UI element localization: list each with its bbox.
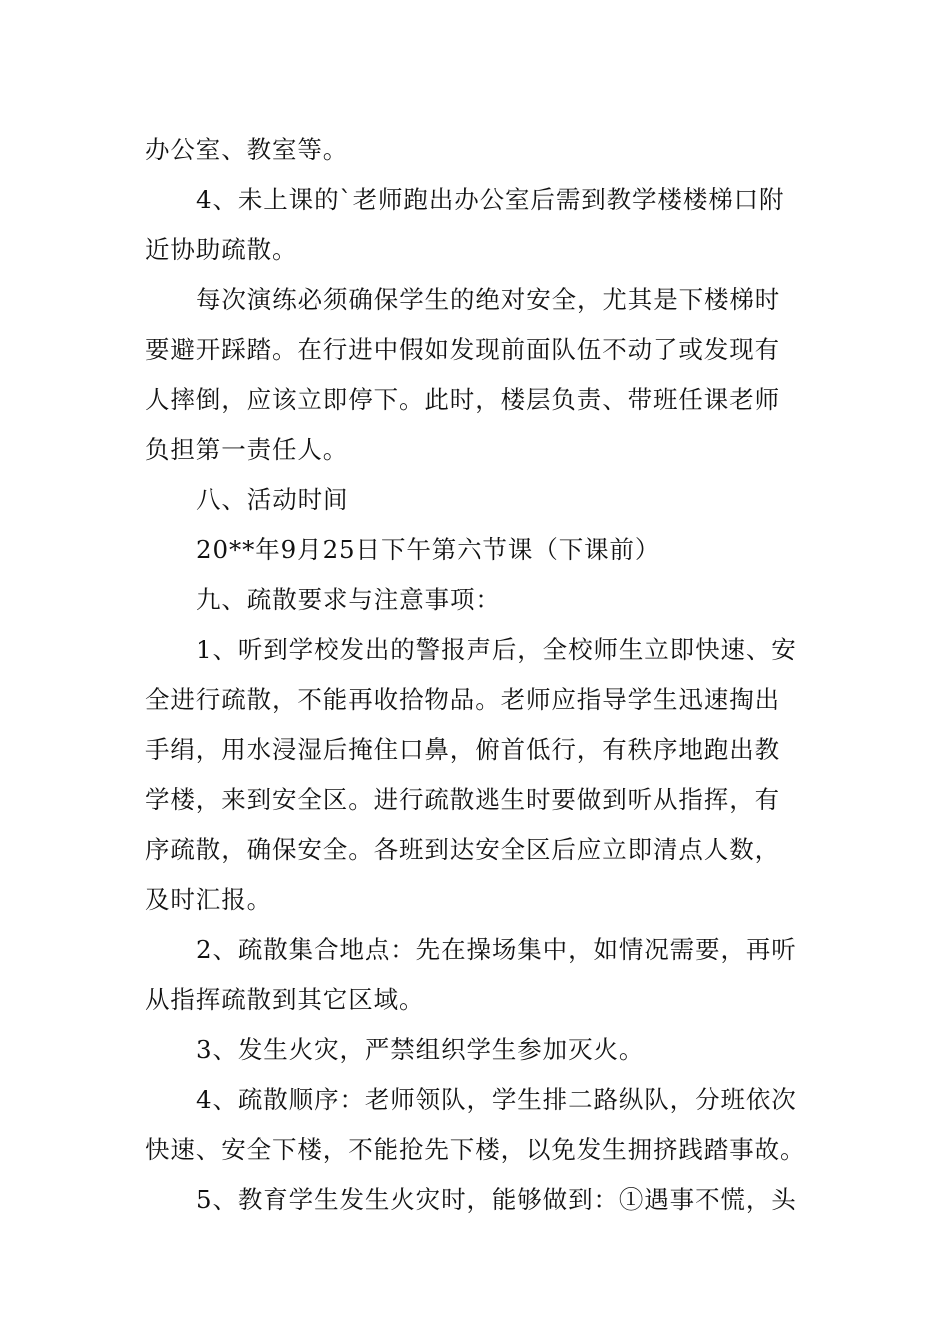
text-line: 及时汇报。 (145, 885, 272, 914)
text-line: 办公室、教室等。 (145, 135, 349, 164)
text-line: 全进行疏散，不能再收拾物品。老师应指导学生迅速掏出 (145, 685, 780, 714)
text-line: 快速、安全下楼，不能抢先下楼，以免发生拥挤践踏事故。 (145, 1135, 806, 1164)
text-line: 3、发生火灾，严禁组织学生参加灭火。 (196, 1035, 645, 1064)
text-line: 手绢，用水浸湿后掩住口鼻，俯首低行，有秩序地跑出教 (145, 735, 780, 764)
text-line: 5、教育学生发生火灾时，能够做到：①遇事不慌，头 (196, 1185, 797, 1214)
text-line: 人摔倒，应该立即停下。此时，楼层负责、带班任课老师 (145, 385, 780, 414)
text-line: 学楼，来到安全区。进行疏散逃生时要做到听从指挥，有 (145, 785, 780, 814)
text-line: 每次演练必须确保学生的绝对安全，尤其是下楼梯时 (196, 285, 781, 314)
text-line: 1、听到学校发出的警报声后，全校师生立即快速、安 (196, 635, 797, 664)
section-heading: 九、疏散要求与注意事项： (196, 585, 501, 614)
section-heading: 八、活动时间 (196, 485, 349, 514)
text-line: 序疏散，确保安全。各班到达安全区后应立即清点人数， (145, 835, 780, 864)
text-line: 从指挥疏散到其它区域。 (145, 985, 425, 1014)
text-line: 要避开踩踏。在行进中假如发现前面队伍不动了或发现有 (145, 335, 780, 364)
text-line: 负担第一责任人。 (145, 435, 349, 464)
text-line: 4、未上课的`老师跑出办公室后需到教学楼楼梯口附 (196, 185, 785, 214)
text-line: 2、疏散集合地点：先在操场集中，如情况需要，再听 (196, 935, 797, 964)
text-line: 近协助疏散。 (145, 235, 298, 264)
text-line: 4、疏散顺序：老师领队，学生排二路纵队，分班依次 (196, 1085, 797, 1114)
text-line: 20**年9月25日下午第六节课（下课前） (196, 535, 661, 564)
